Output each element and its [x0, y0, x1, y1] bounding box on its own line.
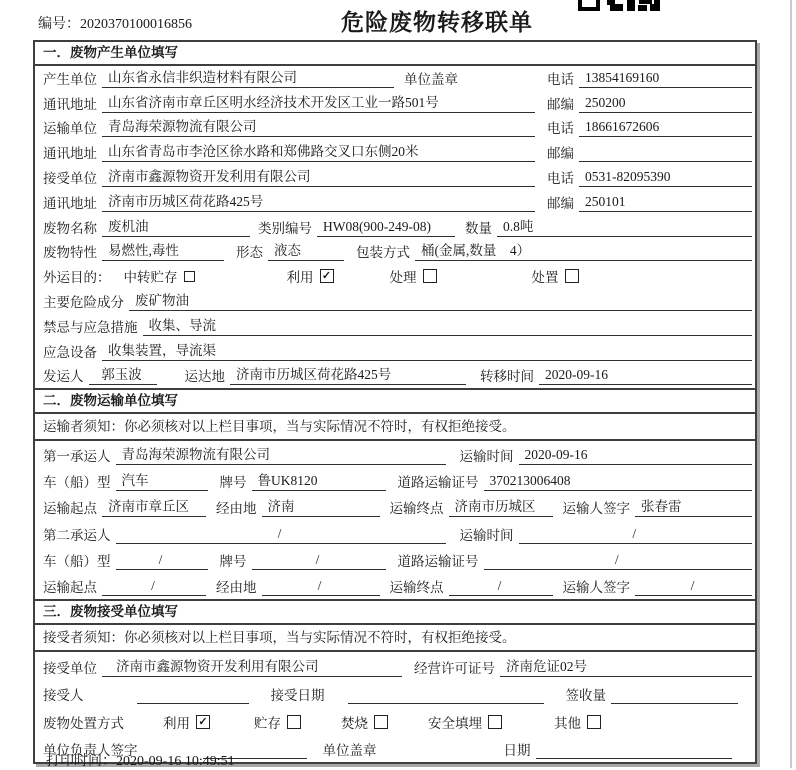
shipper-label: 发运人 — [43, 369, 84, 385]
address-label: 通讯地址 — [43, 96, 97, 112]
transport-time-value: / — [519, 526, 753, 544]
form-label: 形态 — [236, 245, 263, 261]
row-carrier1 — [35, 441, 755, 467]
page-title: 危险废物转移联单 — [341, 10, 533, 35]
plate-label: 牌号 — [219, 474, 247, 490]
option-label: 利用 — [286, 270, 314, 286]
plate-value: 鲁UK8120 — [252, 469, 386, 491]
checkbox-incinerate — [374, 715, 388, 729]
producer-value: 山东省永信非织造材料有限公司 — [102, 66, 394, 88]
category-label: 类别编号 — [258, 220, 312, 236]
row-shipper — [35, 364, 755, 389]
transporter-sign-label: 运输人签字 — [562, 501, 630, 517]
row-acceptor — [35, 680, 755, 708]
road-cert-value: / — [484, 552, 753, 570]
vehicle-type-label: 车（船）型 — [43, 553, 111, 569]
producer-label: 产生单位 — [43, 71, 97, 87]
route-end-label: 运输终点 — [389, 580, 444, 596]
carrier1-label: 第一承运人 — [43, 448, 111, 464]
transfer-time-value: 2020-09-16 — [539, 367, 752, 385]
form-value: 液态 — [268, 239, 344, 261]
route-via-value: / — [262, 578, 380, 596]
plate-label: 牌号 — [219, 553, 247, 569]
equipment-label: 应急设备 — [43, 344, 97, 360]
row-transporter — [35, 116, 755, 141]
quantity-value: 0.8吨 — [497, 215, 752, 237]
route-start-value: 济南市章丘区 — [102, 495, 206, 517]
transport-time-label: 运输时间 — [459, 448, 514, 464]
transporter-value: 青岛海荣源物流有限公司 — [102, 115, 535, 137]
phone-label: 电话 — [547, 170, 574, 186]
taboo-value: 收集、导流 — [143, 314, 753, 336]
option-transfer-storage — [124, 266, 195, 286]
row-producer-address — [35, 91, 755, 116]
option-label: 处理 — [389, 270, 417, 286]
category-value: HW08(900-249-08) — [317, 219, 455, 237]
receiver-label: 接受单位 — [43, 170, 97, 186]
address-label: 通讯地址 — [43, 195, 97, 211]
seal-label: 单位盖章 — [404, 71, 458, 87]
row-waste-name — [35, 215, 755, 240]
checkbox-storage — [287, 715, 301, 729]
row-disposal-method — [35, 707, 755, 735]
road-cert-value: 370213006408 — [484, 473, 753, 491]
unit-seal-label: 单位盖章 — [322, 743, 377, 759]
print-time-label: 打印时间： — [46, 754, 116, 769]
vehicle-type-value: / — [116, 552, 208, 570]
document-header — [0, 0, 796, 40]
checkbox-dispose — [565, 269, 579, 283]
quantity-label: 数量 — [465, 220, 492, 236]
shipper-value: 郭玉波 — [89, 363, 157, 385]
packaging-value: 桶(金属,数量 4） — [415, 239, 752, 261]
accept-date-label: 接受日期 — [270, 688, 325, 704]
plate-value: / — [252, 552, 386, 570]
date-value — [536, 743, 733, 759]
hazard-label: 主要危险成分 — [43, 294, 124, 310]
destination-label: 运达地 — [184, 369, 225, 385]
received-qty-value — [611, 688, 738, 704]
option-secure-landfill — [428, 712, 502, 732]
option-utilize — [163, 712, 210, 732]
transporter-notice: 运输者须知：你必须核对以上栏目事项，当与实际情况不符时，有权拒绝接受。 — [35, 414, 755, 441]
taboo-label: 禁忌与应急措施 — [43, 319, 138, 335]
row-taboo-measures — [35, 314, 755, 339]
transporter-label: 运输单位 — [43, 121, 97, 137]
checkbox-secure-landfill — [488, 715, 502, 729]
transport-time-value: 2020-09-16 — [519, 447, 753, 465]
row-outbound-purpose — [35, 264, 755, 289]
manifest-form — [33, 40, 757, 764]
option-dispose — [532, 266, 579, 286]
waste-name-label: 废物名称 — [43, 220, 97, 236]
row-carrier2 — [35, 520, 755, 546]
row-route2 — [35, 573, 755, 599]
transport-time-label: 运输时间 — [459, 527, 514, 543]
carrier1-value: 青岛海荣源物流有限公司 — [116, 443, 446, 465]
route-end-value: / — [449, 578, 553, 596]
print-time-value: 2020-09-16 10:49:51 — [116, 754, 235, 769]
address-value: 山东省济南市章丘区明水经济技术开发区工业一路501号 — [102, 91, 535, 113]
purpose-label: 外运目的： — [43, 270, 111, 286]
acceptor-value — [137, 688, 249, 704]
waste-props-value: 易燃性,毒性 — [102, 239, 224, 261]
section-producer — [35, 42, 755, 388]
option-label: 中转贮存 — [123, 270, 178, 286]
transporter-sign-value: 张春雷 — [635, 495, 752, 517]
section-transporter — [35, 388, 755, 599]
option-label: 安全填埋 — [428, 715, 482, 731]
responsible-sign-label: 单位负责人签字 — [43, 743, 138, 759]
row-receiver-address — [35, 190, 755, 215]
section-receiver-title: 三．废物接受单位填写 — [35, 601, 755, 625]
accept-date-value — [348, 688, 544, 704]
road-cert-label: 道路运输证号 — [397, 474, 479, 490]
packaging-label: 包装方式 — [356, 245, 410, 261]
checkbox-transfer-storage — [184, 271, 195, 282]
receiving-unit-label: 接受单位 — [43, 660, 97, 676]
row-hazard-components — [35, 289, 755, 314]
waste-props-label: 废物特性 — [43, 245, 97, 261]
acceptor-label: 接受人 — [43, 688, 84, 704]
phone-value: 0531-82095390 — [579, 169, 752, 187]
checkbox-utilize: ✓ — [196, 715, 210, 729]
row-producer — [35, 66, 755, 91]
carrier2-value: / — [116, 526, 446, 544]
row-vehicle1 — [35, 468, 755, 494]
address-value: 山东省青岛市李沧区徐水路和郑佛路交叉口东侧20米 — [102, 140, 535, 162]
print-time — [46, 750, 235, 770]
option-storage — [254, 712, 301, 732]
checkbox-utilize: ✓ — [320, 269, 334, 283]
option-other — [554, 712, 601, 732]
route-via-label: 经由地 — [216, 501, 257, 517]
phone-value: 13854169160 — [579, 70, 752, 88]
option-treat — [390, 266, 437, 286]
section-receiver — [35, 599, 755, 762]
row-waste-props — [35, 240, 755, 265]
date-label: 日期 — [503, 743, 531, 759]
route-start-label: 运输起点 — [43, 501, 97, 517]
option-label: 焚烧 — [341, 715, 368, 731]
row-transporter-address — [35, 140, 755, 165]
receiving-unit-value: 济南市鑫源物资开发利用有限公司 — [102, 655, 402, 677]
document-number-value: 2020370100016856 — [80, 17, 192, 32]
transfer-time-label: 转移时间 — [480, 369, 534, 385]
option-label: 贮存 — [254, 715, 281, 731]
disposal-method-label: 废物处置方式 — [43, 715, 124, 731]
scan-page-edge — [790, 0, 792, 768]
checkbox-treat — [423, 269, 437, 283]
receiver-notice: 接受者须知：你必须核对以上栏目事项，当与实际情况不符时，有权拒绝接受。 — [35, 625, 755, 652]
address-label: 通讯地址 — [43, 146, 97, 162]
row-receiving-unit — [35, 652, 755, 680]
document-number-label: 编号： — [38, 17, 80, 32]
route-end-value: 济南市历城区 — [449, 495, 553, 517]
phone-value: 18661672606 — [579, 119, 752, 137]
section-transporter-title: 二．废物运输单位填写 — [35, 390, 755, 414]
phone-label: 电话 — [547, 71, 574, 87]
transporter-sign-label: 运输人签字 — [562, 580, 630, 596]
license-label: 经营许可证号 — [414, 660, 495, 676]
row-vehicle2 — [35, 547, 755, 573]
section-producer-title: 一．废物产生单位填写 — [35, 42, 755, 66]
hazard-value: 废矿物油 — [129, 289, 752, 311]
route-via-value: 济南 — [262, 495, 380, 517]
zip-label: 邮编 — [547, 96, 574, 112]
row-emergency-equipment — [35, 339, 755, 364]
option-label: 其他 — [554, 715, 581, 731]
zip-label: 邮编 — [547, 146, 574, 162]
equipment-value: 收集装置，导流渠 — [102, 339, 752, 361]
row-route1 — [35, 494, 755, 520]
route-end-label: 运输终点 — [389, 501, 444, 517]
transporter-sign-value: / — [635, 578, 752, 596]
address-value: 济南市历城区荷花路425号 — [102, 190, 535, 212]
route-start-label: 运输起点 — [43, 580, 97, 596]
license-value: 济南危证02号 — [500, 655, 752, 677]
phone-label: 电话 — [547, 121, 574, 137]
waste-name-value: 废机油 — [102, 215, 250, 237]
vehicle-type-label: 车（船）型 — [43, 474, 111, 490]
route-via-label: 经由地 — [216, 580, 257, 596]
zip-label: 邮编 — [547, 195, 574, 211]
vehicle-type-value: 汽车 — [116, 469, 208, 491]
zip-value — [579, 146, 752, 162]
checkbox-other — [587, 715, 601, 729]
road-cert-label: 道路运输证号 — [397, 553, 479, 569]
route-start-value: / — [102, 578, 206, 596]
option-label: 处置 — [531, 270, 559, 286]
receiver-value: 济南市鑫源物资开发利用有限公司 — [102, 165, 535, 187]
option-incinerate — [341, 712, 388, 732]
received-qty-label: 签收量 — [565, 688, 606, 704]
option-label: 利用 — [163, 715, 190, 731]
carrier2-label: 第二承运人 — [43, 527, 111, 543]
option-utilize — [287, 266, 334, 286]
zip-value: 250101 — [579, 194, 752, 212]
destination-value: 济南市历城区荷花路425号 — [230, 363, 466, 385]
row-receiver — [35, 165, 755, 190]
zip-value: 250200 — [579, 95, 752, 113]
